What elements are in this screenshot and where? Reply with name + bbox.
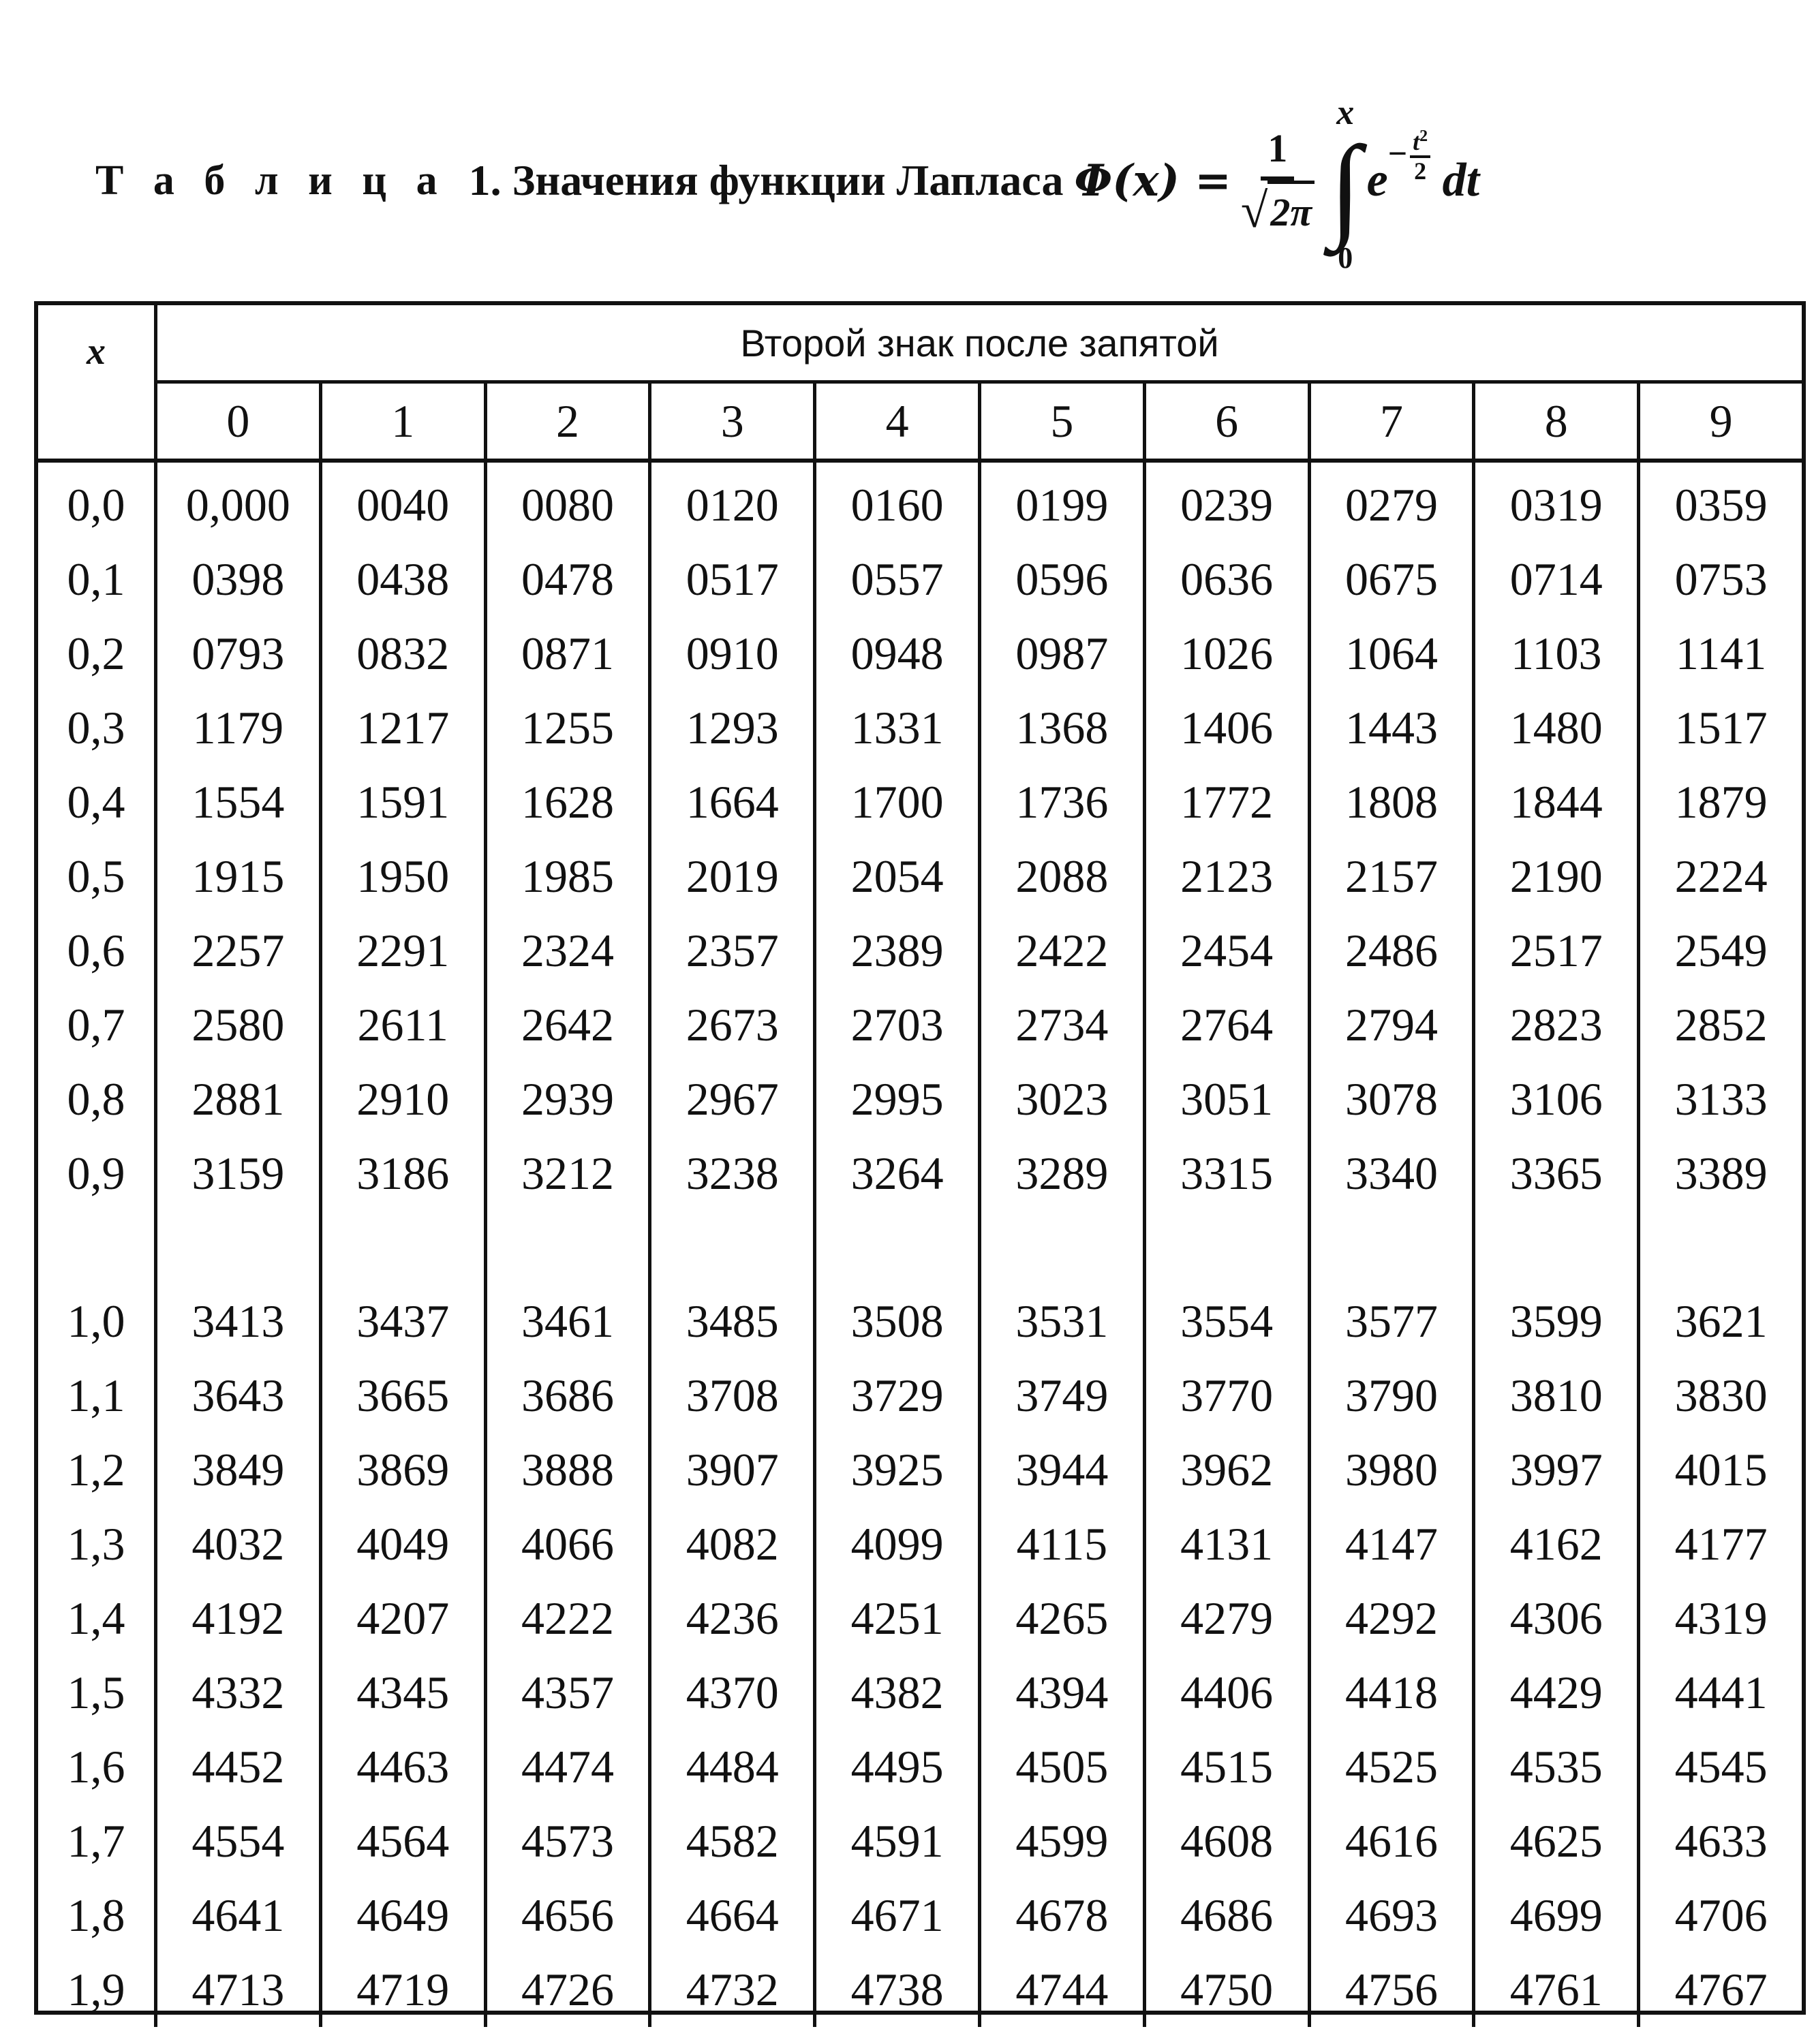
- table-cell: 0279: [1344, 479, 1438, 531]
- table-cell: 0832: [356, 628, 450, 679]
- table-cell: 2454: [1180, 925, 1274, 976]
- table-cell: 3106: [1509, 1073, 1603, 1125]
- x-value: 1,8: [67, 1889, 125, 1941]
- table-cell: 4664: [686, 1889, 779, 1941]
- table-cell: 3485: [686, 1295, 779, 1347]
- table-cell: 3365: [1509, 1147, 1603, 1199]
- table-cell: 3340: [1344, 1147, 1438, 1199]
- table-cell: 4429: [1509, 1667, 1603, 1718]
- table-cell: 2642: [521, 999, 614, 1051]
- table-cell: 3531: [1015, 1295, 1109, 1347]
- table-cell: 0557: [850, 553, 944, 605]
- group-gap: [981, 1211, 1143, 1284]
- table-cell: 4649: [356, 1889, 450, 1941]
- table-cell: 3599: [1509, 1295, 1603, 1347]
- value-column-6: [1143, 463, 1308, 2027]
- table-cell: 3849: [191, 1444, 285, 1496]
- table-cell: 2517: [1509, 925, 1603, 976]
- x-value: 0,1: [67, 553, 125, 605]
- digit-header-2: 2: [484, 384, 649, 459]
- table-cell: 3186: [356, 1147, 450, 1199]
- table-cell: 2549: [1674, 925, 1768, 976]
- exponent-minus: −: [1387, 134, 1408, 172]
- table-cell: 3621: [1674, 1295, 1768, 1347]
- x-value: 0,8: [67, 1073, 125, 1125]
- table-cell: 2389: [850, 925, 944, 976]
- group-gap: [38, 1211, 154, 1284]
- value-column-7: [1308, 463, 1473, 2027]
- table-cell: 2673: [686, 999, 779, 1051]
- table-cell: 4573: [521, 1815, 614, 1867]
- value-column-3: [648, 463, 813, 2027]
- table-cell: 0040: [356, 479, 450, 531]
- table-cell: 2852: [1674, 999, 1768, 1051]
- table-cell: 0871: [521, 628, 614, 679]
- table-cell: 0714: [1509, 553, 1603, 605]
- table-cell: 4418: [1344, 1667, 1438, 1718]
- table-cell: 4463: [356, 1741, 450, 1793]
- table-cell: 1141: [1675, 628, 1767, 679]
- table-cell: 0239: [1180, 479, 1274, 531]
- table-cell: 2486: [1344, 925, 1438, 976]
- table-cell: 2823: [1509, 999, 1603, 1051]
- table-cell: 2019: [686, 850, 779, 902]
- table-cell: 3686: [521, 1369, 614, 1421]
- value-column-9: [1637, 463, 1802, 2027]
- table-cell: 4545: [1674, 1741, 1768, 1793]
- table-cell: 1179: [192, 702, 284, 754]
- table-cell: 2794: [1344, 999, 1438, 1051]
- table-cell: 0987: [1015, 628, 1109, 679]
- table-cell: 2580: [191, 999, 285, 1051]
- table-cell: 4177: [1674, 1518, 1768, 1570]
- x-value: 0,6: [67, 925, 125, 976]
- table-cell: 4554: [191, 1815, 285, 1867]
- digit-header-4: 4: [813, 384, 978, 459]
- table-cell: 2764: [1180, 999, 1274, 1051]
- group-gap: [487, 1211, 649, 1284]
- table-cell: 1480: [1509, 702, 1603, 754]
- table-cell: 4066: [521, 1518, 614, 1570]
- x-value: 1,0: [67, 1295, 125, 1347]
- table-cell: 2939: [521, 1073, 614, 1125]
- table-cell: 3577: [1344, 1295, 1438, 1347]
- table-cell: 4625: [1509, 1815, 1603, 1867]
- table-cell: 4015: [1674, 1444, 1768, 1496]
- integral: [1329, 94, 1362, 275]
- table-cell: 3389: [1674, 1147, 1768, 1199]
- table-cell: 3508: [850, 1295, 944, 1347]
- group-gap: [816, 1211, 978, 1284]
- x-value: 1,5: [67, 1667, 125, 1718]
- table-cell: 4279: [1180, 1592, 1274, 1644]
- table-cell: 4699: [1509, 1889, 1603, 1941]
- formula-lhs: Φ(x) =: [1074, 155, 1231, 206]
- integrand-base: e: [1366, 154, 1388, 206]
- value-column-8: [1472, 463, 1637, 2027]
- table-cell: 3888: [521, 1444, 614, 1496]
- x-value: 1,3: [67, 1518, 125, 1570]
- table-cell: 4706: [1674, 1889, 1768, 1941]
- table-cell: 1103: [1511, 628, 1602, 679]
- x-value: 0,0: [67, 479, 125, 531]
- digit-header-row: [157, 380, 1802, 459]
- table-cell: 2611: [357, 999, 448, 1051]
- table-cell: 3749: [1015, 1369, 1109, 1421]
- table-cell: 0080: [521, 479, 614, 531]
- table-caption: [95, 75, 1744, 286]
- group-gap: [1475, 1211, 1637, 1284]
- x-column-header: x: [87, 330, 106, 373]
- table-cell: 3708: [686, 1369, 779, 1421]
- value-column-1: [319, 463, 484, 2027]
- table-cell: 3907: [686, 1444, 779, 1496]
- value-column-2: [484, 463, 649, 2027]
- table-cell: 0160: [850, 479, 944, 531]
- table-cell: 0319: [1509, 479, 1603, 531]
- table-cell: 4370: [686, 1667, 779, 1718]
- table-cell: 4236: [686, 1592, 779, 1644]
- table-cell: 0753: [1674, 553, 1768, 605]
- caption-label: Т а б л и ц а: [95, 157, 447, 204]
- table-cell: 2422: [1015, 925, 1109, 976]
- value-column-4: [813, 463, 978, 2027]
- table-cell: 4599: [1015, 1815, 1109, 1867]
- table-cell: 4049: [356, 1518, 450, 1570]
- table-cell: 4535: [1509, 1741, 1603, 1793]
- table-cell: 3980: [1344, 1444, 1438, 1496]
- caption-title: Значения функции Лапласа: [512, 156, 1064, 204]
- table-cell: 4616: [1344, 1815, 1438, 1867]
- table-cell: 4474: [521, 1741, 614, 1793]
- table-cell: 3729: [850, 1369, 944, 1421]
- digit-header-7: 7: [1308, 384, 1473, 459]
- table-cell: 4726: [521, 1964, 614, 2015]
- table-cell: 2967: [686, 1073, 779, 1125]
- x-value: 1,6: [67, 1741, 125, 1793]
- sqrt-argument: 2π: [1267, 181, 1315, 241]
- fraction-numerator: 1: [1261, 121, 1294, 181]
- table-cell: 3665: [356, 1369, 450, 1421]
- table-cell: 4082: [686, 1518, 779, 1570]
- table-cell: 4319: [1674, 1592, 1768, 1644]
- table-cell: 2157: [1344, 850, 1438, 902]
- table-cell: 4452: [191, 1741, 285, 1793]
- table-cell: 4484: [686, 1741, 779, 1793]
- table-cell: 1628: [521, 776, 614, 828]
- table-cell: 0793: [191, 628, 285, 679]
- table-cell: 0596: [1015, 553, 1109, 605]
- x-value: 0,7: [67, 999, 125, 1051]
- table-body: [38, 463, 1802, 2027]
- table-cell: 4192: [191, 1592, 285, 1644]
- table-cell: 2734: [1015, 999, 1109, 1051]
- table-cell: 4207: [356, 1592, 450, 1644]
- exponent-numerator: $t^2$: [1410, 123, 1430, 158]
- table-cell: 0478: [521, 553, 614, 605]
- table-cell: 2291: [356, 925, 450, 976]
- table-cell: 3461: [521, 1295, 614, 1347]
- value-column-5: [978, 463, 1143, 2027]
- table-cell: 1406: [1180, 702, 1274, 754]
- caption-number: 1.: [468, 156, 502, 204]
- table-cell: 4756: [1344, 1964, 1438, 2015]
- table-cell: 3238: [686, 1147, 779, 1199]
- table-cell: 1985: [521, 850, 614, 902]
- table-cell: 4406: [1180, 1667, 1274, 1718]
- table-cell: 2995: [850, 1073, 944, 1125]
- table-cell: 0359: [1674, 479, 1768, 531]
- table-cell: 1950: [356, 850, 450, 902]
- group-gap: [1146, 1211, 1308, 1284]
- table-cell: 4591: [850, 1815, 944, 1867]
- table-cell: 4564: [356, 1815, 450, 1867]
- table-cell: 1700: [850, 776, 944, 828]
- x-value: 0,3: [67, 702, 125, 754]
- table-cell: 1736: [1015, 776, 1109, 828]
- sqrt-symbol: √: [1240, 183, 1268, 238]
- table-cell: 1808: [1344, 776, 1438, 828]
- table-cell: 4292: [1344, 1592, 1438, 1644]
- integrand-exponent: [1388, 123, 1431, 184]
- table-cell: 3869: [356, 1444, 450, 1496]
- table-cell: 4641: [191, 1889, 285, 1941]
- fraction-denominator: [1241, 181, 1315, 241]
- table-header: [38, 305, 1802, 463]
- table-cell: 4750: [1180, 1964, 1274, 2015]
- laplace-table: [34, 301, 1806, 2015]
- table-cell: 1517: [1674, 702, 1768, 754]
- table-cell: 3962: [1180, 1444, 1274, 1496]
- table-cell: 4744: [1015, 1964, 1109, 2015]
- table-cell: 2190: [1509, 850, 1603, 902]
- table-cell: 4678: [1015, 1889, 1109, 1941]
- table-cell: 1772: [1180, 776, 1274, 828]
- table-cell: 1915: [191, 850, 285, 902]
- x-value: 1,4: [67, 1592, 125, 1644]
- formula-fraction: [1241, 121, 1315, 241]
- table-cell: 3051: [1180, 1073, 1274, 1125]
- table-cell: 3437: [356, 1295, 450, 1347]
- digit-header-3: 3: [648, 384, 813, 459]
- group-gap: [157, 1211, 319, 1284]
- table-cell: 4633: [1674, 1815, 1768, 1867]
- integral-upper-limit: x: [1336, 93, 1355, 132]
- table-cell: 3944: [1015, 1444, 1109, 1496]
- table-cell: 0199: [1015, 479, 1109, 531]
- table-cell: 2910: [356, 1073, 450, 1125]
- table-cell: 4251: [850, 1592, 944, 1644]
- exponent-power: 2: [1419, 127, 1428, 145]
- table-cell: 1064: [1344, 628, 1438, 679]
- table-cell: 2088: [1015, 850, 1109, 902]
- table-cell: 4713: [191, 1964, 285, 2015]
- table-cell: 4115: [1016, 1518, 1108, 1570]
- table-cell: 3315: [1180, 1147, 1274, 1199]
- table-cell: 2224: [1674, 850, 1768, 902]
- table-cell: 1255: [521, 702, 614, 754]
- table-cell: 2357: [686, 925, 779, 976]
- x-column: [38, 463, 154, 2027]
- table-cell: 2324: [521, 925, 614, 976]
- x-value: 0,5: [67, 850, 125, 902]
- table-cell: 4162: [1509, 1518, 1603, 1570]
- table-cell: 1554: [191, 776, 285, 828]
- table-cell: 4732: [686, 1964, 779, 2015]
- table-cell: 0398: [191, 553, 285, 605]
- table-cell: 0120: [686, 479, 779, 531]
- table-cell: 3078: [1344, 1073, 1438, 1125]
- exponent-denominator: 2: [1414, 157, 1427, 185]
- table-cell: 4306: [1509, 1592, 1603, 1644]
- table-cell: 4515: [1180, 1741, 1274, 1793]
- table-cell: 2881: [191, 1073, 285, 1125]
- table-cell: 0,000: [185, 479, 290, 531]
- table-cell: 1026: [1180, 628, 1274, 679]
- table-cell: 3770: [1180, 1369, 1274, 1421]
- table-cell: 3023: [1015, 1073, 1109, 1125]
- table-cell: 4099: [850, 1518, 944, 1570]
- digit-header-6: 6: [1143, 384, 1308, 459]
- table-cell: 0636: [1180, 553, 1274, 605]
- table-cell: 4656: [521, 1889, 614, 1941]
- x-value: 0,4: [67, 776, 125, 828]
- table-cell: 2703: [850, 999, 944, 1051]
- table-cell: 4147: [1344, 1518, 1438, 1570]
- x-value: 1,7: [67, 1815, 125, 1867]
- group-gap: [1640, 1211, 1802, 1284]
- table-cell: 1443: [1344, 702, 1438, 754]
- table-cell: 3643: [191, 1369, 285, 1421]
- integral-symbol: ∫: [1329, 123, 1362, 251]
- table-cell: 4357: [521, 1667, 614, 1718]
- x-value: 1,9: [67, 1964, 125, 2015]
- digit-header-5: 5: [978, 384, 1143, 459]
- table-cell: 4032: [191, 1518, 285, 1570]
- table-cell: 1368: [1015, 702, 1109, 754]
- table-cell: 4693: [1344, 1889, 1438, 1941]
- exponent-fraction: [1410, 123, 1430, 184]
- table-cell: 4582: [686, 1815, 779, 1867]
- table-cell: 2054: [850, 850, 944, 902]
- table-cell: 4332: [191, 1667, 285, 1718]
- table-cell: 3830: [1674, 1369, 1768, 1421]
- table-cell: 4671: [850, 1889, 944, 1941]
- table-cell: 4222: [521, 1592, 614, 1644]
- digit-header-8: 8: [1472, 384, 1637, 459]
- digit-header-1: 1: [319, 384, 484, 459]
- digit-header-0: 0: [226, 394, 250, 447]
- value-column-0: [154, 463, 319, 2027]
- table-cell: 0910: [686, 628, 779, 679]
- table-cell: 4394: [1015, 1667, 1109, 1718]
- table-cell: 3413: [191, 1295, 285, 1347]
- table-cell: 1331: [850, 702, 944, 754]
- table-cell: 4608: [1180, 1815, 1274, 1867]
- table-cell: 0517: [686, 553, 779, 605]
- table-cell: 3925: [850, 1444, 944, 1496]
- table-cell: 1293: [686, 702, 779, 754]
- table-cell: 4382: [850, 1667, 944, 1718]
- table-cell: 2123: [1180, 850, 1274, 902]
- table-cell: 4686: [1180, 1889, 1274, 1941]
- table-cell: 4495: [850, 1741, 944, 1793]
- table-cell: 4767: [1674, 1964, 1768, 2015]
- table-cell: 3790: [1344, 1369, 1438, 1421]
- group-gap: [322, 1211, 484, 1284]
- second-digit-header: Второй знак после запятой: [740, 321, 1219, 365]
- integral-lower-limit: 0: [1338, 241, 1353, 275]
- table-cell: 1844: [1509, 776, 1603, 828]
- table-cell: 2257: [191, 925, 285, 976]
- table-cell: 0438: [356, 553, 450, 605]
- table-cell: 3997: [1509, 1444, 1603, 1496]
- table-cell: 3133: [1674, 1073, 1768, 1125]
- x-value: 1,2: [67, 1444, 125, 1496]
- table-cell: 1591: [356, 776, 450, 828]
- group-gap: [651, 1211, 813, 1284]
- table-cell: 3212: [521, 1147, 614, 1199]
- table-cell: 1879: [1674, 776, 1768, 828]
- table-cell: 3289: [1015, 1147, 1109, 1199]
- table-cell: 1664: [686, 776, 779, 828]
- table-cell: 4345: [356, 1667, 450, 1718]
- table-cell: 3264: [850, 1147, 944, 1199]
- table-cell: 1217: [356, 702, 450, 754]
- table-cell: 4525: [1344, 1741, 1438, 1793]
- table-cell: 0948: [850, 628, 944, 679]
- x-value: 0,9: [67, 1147, 125, 1199]
- group-gap: [1311, 1211, 1473, 1284]
- table-cell: 4738: [850, 1964, 944, 2015]
- table-cell: 4761: [1509, 1964, 1603, 2015]
- table-cell: 4505: [1015, 1741, 1109, 1793]
- table-cell: 4719: [356, 1964, 450, 2015]
- table-cell: 4441: [1674, 1667, 1768, 1718]
- table-cell: 3554: [1180, 1295, 1274, 1347]
- x-value: 0,2: [67, 628, 125, 679]
- table-cell: 3159: [191, 1147, 285, 1199]
- differential: dt: [1442, 154, 1480, 206]
- digit-header-9: 9: [1637, 384, 1802, 459]
- table-cell: 3810: [1509, 1369, 1603, 1421]
- x-value: 1,1: [67, 1369, 125, 1421]
- table-cell: 4131: [1180, 1518, 1274, 1570]
- table-cell: 4265: [1015, 1592, 1109, 1644]
- table-cell: 0675: [1344, 553, 1438, 605]
